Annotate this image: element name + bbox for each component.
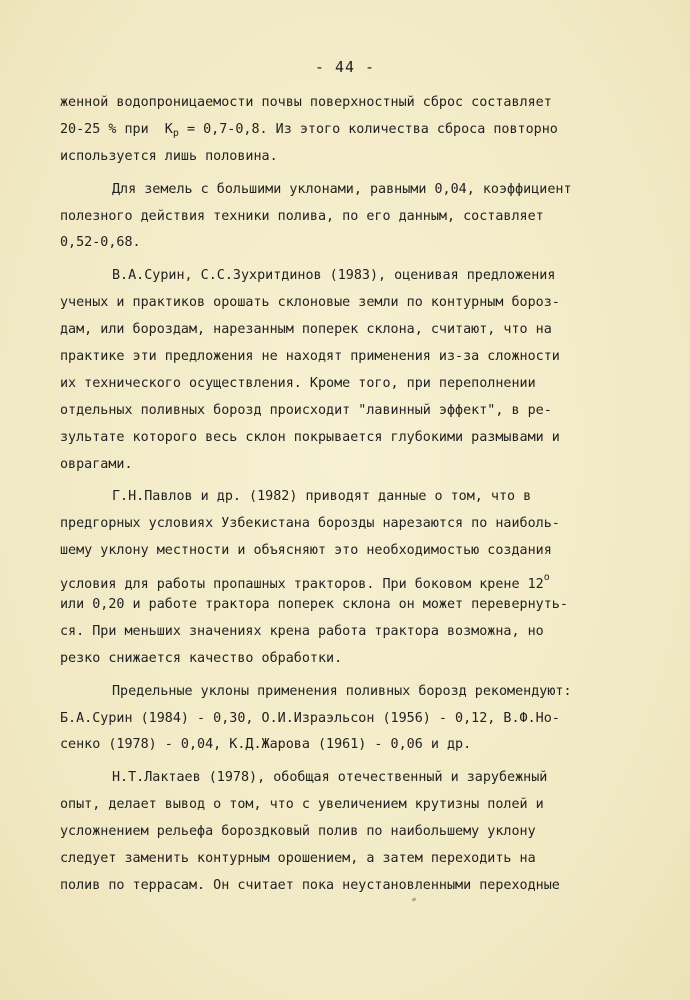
text-line: следует заменить контурным орошением, а затем переходить на [60, 851, 536, 867]
ink-speck [412, 897, 417, 902]
text-line: предгорных условиях Узбекистана борозды нарезаются по наиболь- [60, 516, 560, 532]
text-line: полив по террасам. Он считает пока неустановленными переходные [60, 877, 560, 893]
text-line: используется лишь половина. [60, 148, 278, 164]
paragraph-first-line: Для земель с большими уклонами, равными 0,04, коэффициент [112, 181, 572, 197]
text-line: практике эти предложения не находят применения из-за сложности [60, 349, 560, 365]
text-fragment: = 0,7-0,8. Из этого количества сброса повторно [178, 121, 558, 137]
text-line: опыт, делает вывод о том, что с увеличением крутизны полей и [60, 797, 544, 813]
paragraph-first-line: Предельные уклоны применения поливных борозд рекомендуют: [112, 683, 572, 699]
text-line [60, 565, 640, 592]
paragraph-first-line: В.А.Сурин, С.С.Зухритдинов (1983), оценивая предложения [112, 268, 556, 284]
body-text [60, 90, 640, 900]
subscript: р [172, 127, 179, 139]
text-line: оврагами. [60, 456, 133, 472]
text-line: 0,52-0,68. [60, 235, 141, 251]
paragraph-first-line: Н.Т.Лактаев (1978), обобщая отечественный и зарубежный [112, 770, 548, 786]
paragraph-first-line: Г.Н.Павлов и др. (1982) приводят данные о том, что в [112, 489, 532, 505]
text-fragment: 20-25 % при К [60, 121, 173, 137]
text-line: Б.А.Сурин (1984) - 0,30, О.И.Израэльсон (1956) - 0,12, В.Ф.Но- [60, 710, 560, 726]
text-line: зультате которого весь склон покрывается глубокими размывами и [60, 429, 560, 445]
text-line: или 0,20 и работе трактора поперек склона он может перевернуть- [60, 597, 568, 613]
text-line: их технического осуществления. Кроме того, при переполнении [60, 375, 536, 391]
text-line [60, 117, 640, 144]
superscript: о [543, 572, 550, 584]
text-line: шему уклону местности и объясняют это необходимостью создания [60, 543, 552, 559]
text-line: женной водопроницаемости почвы поверхностный сброс составляет [60, 95, 552, 110]
text-line: полезного действия техники полива, по его данным, составляет [60, 208, 544, 224]
text-fragment: условия для работы пропашных тракторов. При боковом крене 12 [60, 577, 544, 593]
text-line: сенко (1978) - 0,04, К.Д.Жарова (1961) - 0,06 и др. [60, 737, 472, 753]
text-line: резко снижается качество обработки. [60, 650, 343, 666]
text-line: дам, или бороздам, нарезанным поперек склона, считают, что на [60, 322, 552, 338]
page-number: - 44 - [314, 58, 376, 76]
text-line: усложнением рельефа бороздковый полив по наибольшему уклону [60, 824, 536, 840]
text-line: отдельных поливных борозд происходит "лавинный эффект", в ре- [60, 402, 552, 418]
text-line: ся. При меньших значениях крена работа трактора возможна, но [60, 623, 544, 639]
text-line: ученых и практиков орошать склоновые земли по контурным бороз- [60, 295, 560, 311]
